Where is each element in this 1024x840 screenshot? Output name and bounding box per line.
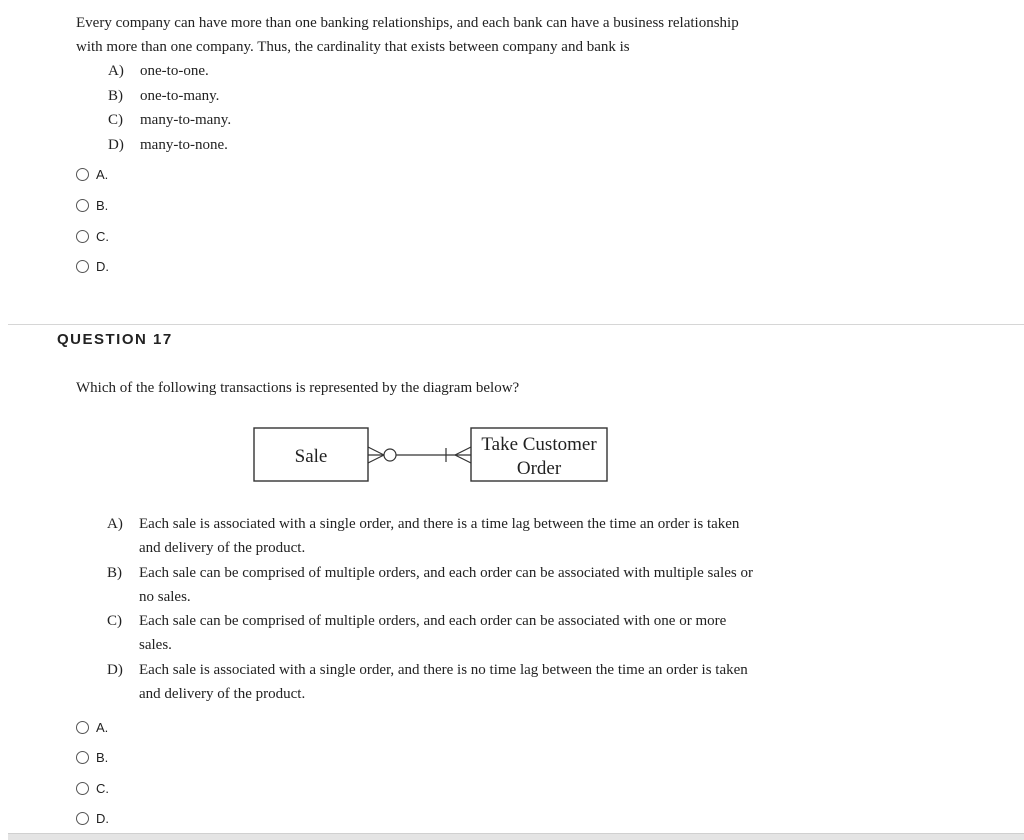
- option-text-line2: and delivery of the product.: [139, 686, 306, 702]
- radio-button[interactable]: [76, 199, 89, 212]
- radio-label: B.: [96, 197, 109, 213]
- crows-foot-order-lower: [455, 455, 471, 463]
- q17-radio-b[interactable]: [76, 747, 108, 767]
- radio-button[interactable]: [76, 168, 89, 181]
- q17-option-d: [107, 658, 867, 706]
- radio-button[interactable]: [76, 721, 89, 734]
- option-text-line2: no sales.: [139, 589, 191, 605]
- option-text: one-to-many.: [140, 88, 220, 104]
- crows-foot-lower: [368, 455, 384, 463]
- radio-button[interactable]: [76, 782, 89, 795]
- q17-option-c: [107, 609, 867, 657]
- radio-button[interactable]: [76, 812, 89, 825]
- q16-radio-a[interactable]: [76, 164, 108, 184]
- option-text-line2: and delivery of the product.: [139, 540, 306, 556]
- radio-label: A.: [96, 719, 109, 735]
- radio-button[interactable]: [76, 751, 89, 764]
- radio-button[interactable]: [76, 260, 89, 273]
- radio-label: C.: [96, 780, 109, 796]
- radio-label: C.: [96, 228, 109, 244]
- q16-option-c: [108, 108, 408, 132]
- optional-circle: [384, 449, 396, 461]
- option-letter: A): [108, 63, 124, 79]
- option-text: one-to-one.: [140, 63, 209, 79]
- radio-label: D.: [96, 810, 109, 826]
- q17-option-a: [107, 512, 867, 560]
- option-text-line2: sales.: [139, 637, 172, 653]
- q17-option-b: [107, 561, 867, 609]
- option-text-line1: Each sale is associated with a single order, and there is no time lag between the time an order is taken: [139, 662, 748, 678]
- q16-radio-c[interactable]: [76, 226, 109, 246]
- radio-label: A.: [96, 166, 109, 182]
- option-letter: A): [107, 516, 123, 532]
- question-16-line-1: Every company can have more than one banking relationships, and each bank can have a business relationship: [76, 15, 739, 31]
- q16-option-b: [108, 84, 408, 108]
- q17-radio-a[interactable]: [76, 717, 108, 737]
- question-16-line-2: with more than one company. Thus, the cardinality that exists between company and bank is: [76, 39, 630, 55]
- option-text-line1: Each sale is associated with a single order, and there is a time lag between the time an order is taken: [139, 516, 740, 532]
- option-letter: D): [107, 662, 123, 678]
- option-letter: B): [107, 565, 122, 581]
- er-diagram: [250, 424, 615, 488]
- option-text-line1: Each sale can be comprised of multiple orders, and each order can be associated with one or more: [139, 613, 727, 629]
- order-entity-label-line2: Order: [516, 458, 562, 479]
- option-text: many-to-none.: [140, 137, 228, 153]
- option-letter: C): [108, 112, 123, 128]
- question-17-header: QUESTION 17: [57, 331, 173, 348]
- q17-radio-d[interactable]: [76, 808, 109, 828]
- radio-label: B.: [96, 749, 109, 765]
- crows-foot-upper: [368, 447, 384, 455]
- radio-button[interactable]: [76, 230, 89, 243]
- question-16-text: [76, 11, 866, 59]
- option-letter: C): [107, 613, 122, 629]
- q17-radio-c[interactable]: [76, 778, 109, 798]
- radio-label: D.: [96, 258, 109, 274]
- option-letter: B): [108, 88, 123, 104]
- q16-option-d: [108, 133, 408, 157]
- q16-radio-d[interactable]: [76, 256, 109, 276]
- crows-foot-order-upper: [455, 447, 471, 455]
- option-text-line1: Each sale can be comprised of multiple orders, and each order can be associated with multiple sales or: [139, 565, 753, 581]
- option-letter: D): [108, 137, 124, 153]
- sale-entity-label: Sale: [294, 446, 328, 467]
- q16-radio-b[interactable]: [76, 195, 108, 215]
- order-entity-label-line1: Take Customer: [481, 434, 597, 455]
- question-17-text: Which of the following transactions is represented by the diagram below?: [76, 380, 520, 396]
- option-text: many-to-many.: [140, 112, 232, 128]
- q16-option-a: [108, 59, 408, 83]
- question-divider: [8, 324, 1024, 325]
